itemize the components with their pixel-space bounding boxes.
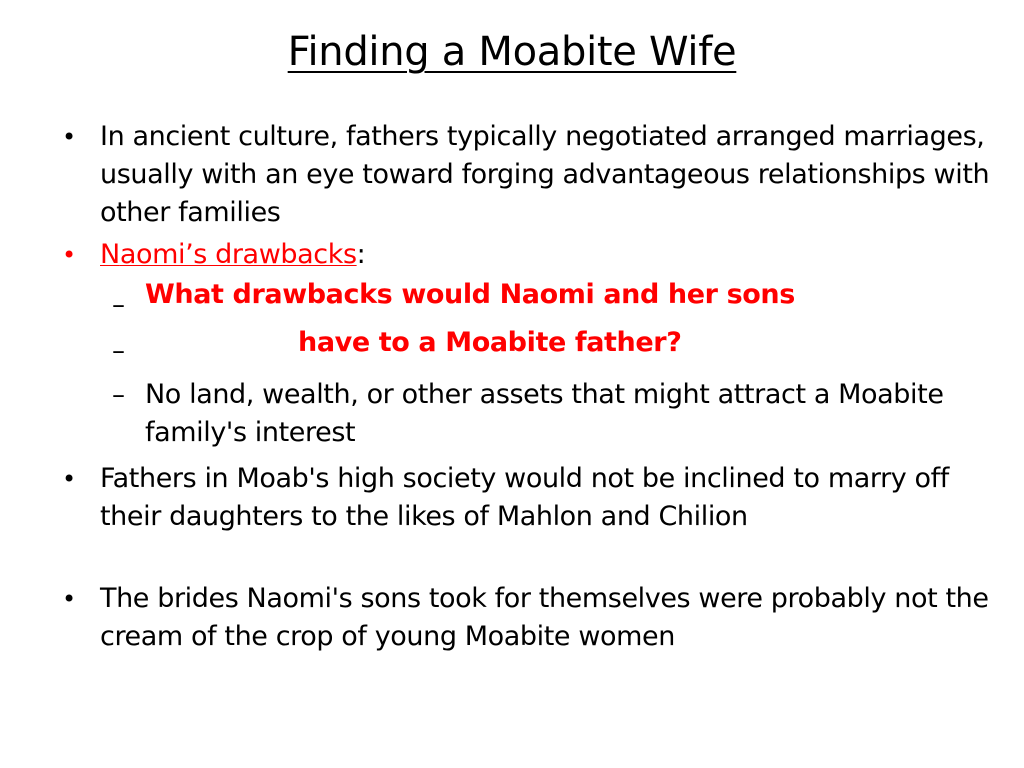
question-line-2: have to a Moabite father? xyxy=(298,327,682,358)
slide-title: Finding a Moabite Wife xyxy=(287,29,737,75)
drawbacks-heading xyxy=(100,236,365,266)
sub-bullet-marker: – xyxy=(112,380,125,410)
bullet-text: The brides Naomi's sons took for themselves were probably not the cream of the crop of young Moabite women xyxy=(100,583,989,652)
sub-bullet-marker: – xyxy=(112,336,125,366)
bullet-marker: • xyxy=(62,241,76,269)
question-line-1: What drawbacks would Naomi and her sons xyxy=(145,279,795,310)
bullet-text: In ancient culture, fathers typically negotiated arranged marriages, usually with an eye toward forging advantageous relationships with other families xyxy=(100,121,990,228)
heading-rest: aomi’s drawbacks xyxy=(119,239,357,266)
bullet-marker: • xyxy=(62,123,76,151)
sub-bullet-marker: – xyxy=(112,290,125,320)
bullet-marker: • xyxy=(62,465,76,493)
bullet-item xyxy=(0,580,1024,694)
sub-bullet-text: No land, wealth, or other assets that might attract a Moabite family's interest xyxy=(145,379,944,448)
bullet-item xyxy=(0,460,1024,574)
bullet-marker: • xyxy=(62,585,76,613)
heading-first-letter: N xyxy=(100,239,120,266)
heading-colon: : xyxy=(356,239,366,266)
bullet-text: Fathers in Moab's high society would not be inclined to marry off their daughters to the likes of Mahlon and Chilion xyxy=(100,463,949,532)
bullet-item xyxy=(0,118,1024,232)
